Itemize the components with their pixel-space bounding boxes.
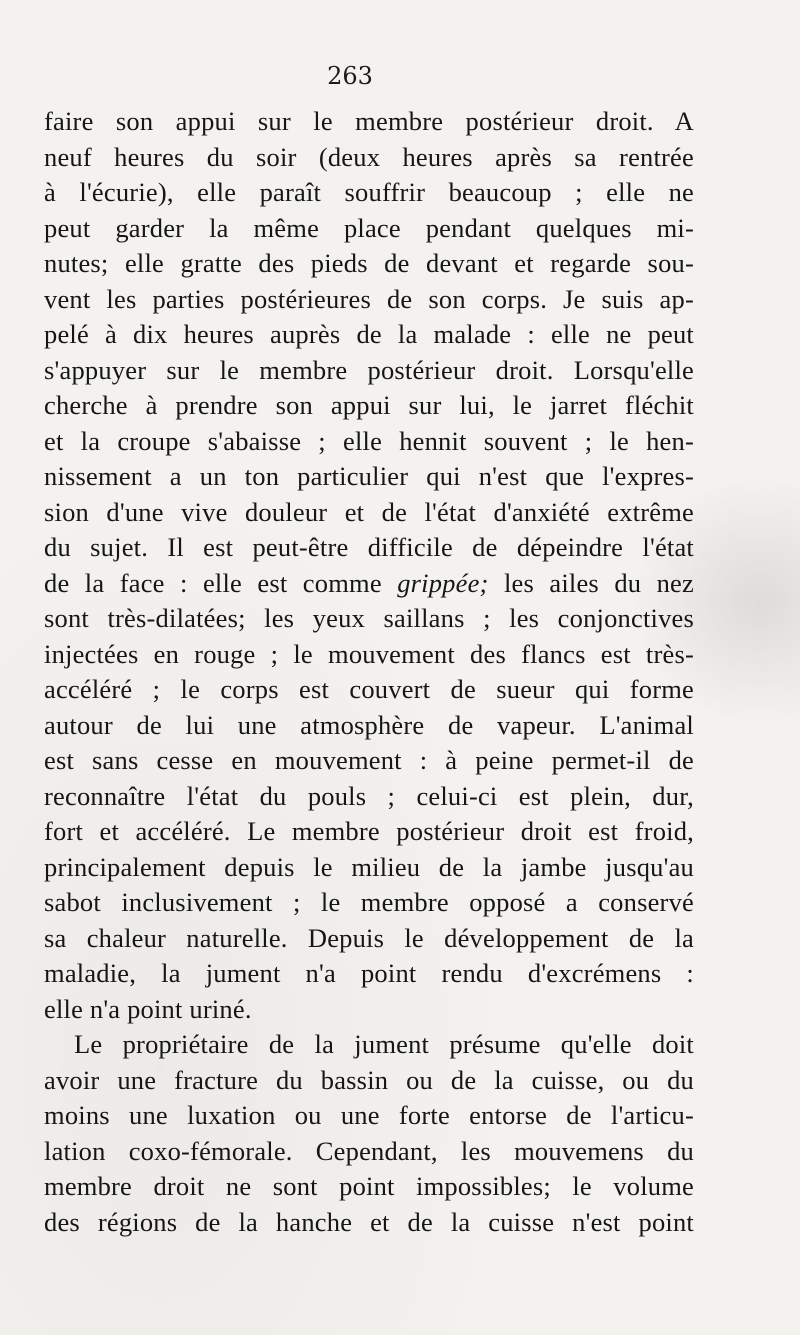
text-line: elle n'a point uriné. [44, 993, 252, 1024]
text-line: des régions de la hanche et de la cuisse n'est point [44, 1206, 694, 1237]
text-line: faire son appui sur le membre postérieur droit. A [44, 106, 694, 136]
text-line: à l'écurie), elle paraît souffrir beaucoup ; elle ne [44, 177, 694, 207]
text-line: pelé à dix heures auprès de la malade : elle ne peut [44, 319, 694, 349]
emphasized-word: grippée; [397, 567, 489, 598]
text-line: est sans cesse en mouvement : à peine permet-il de [44, 745, 694, 775]
text-line: sont très-dilatées; les yeux saillans ; les conjonctives [44, 603, 694, 633]
text-line: peut garder la même place pendant quelques mi- [44, 212, 694, 243]
text-line: sa chaleur naturelle. Depuis le développement de la [44, 922, 694, 953]
text-line: neuf heures du soir (deux heures après sa rentrée [44, 141, 694, 172]
page-number: 263 [327, 62, 373, 90]
text-line: lation coxo-fémorale. Cependant, les mouvemens du [44, 1135, 694, 1166]
text-line: maladie, la jument n'a point rendu d'excrémens : [44, 958, 694, 988]
text-line: fort et accéléré. Le membre postérieur droit est froid, [44, 816, 694, 846]
text-line: principalement depuis le milieu de la jambe jusqu'au [44, 851, 694, 882]
text-line: nissement a un ton particulier qui n'est que l'expres- [44, 461, 694, 491]
text-line: et la croupe s'abaisse ; elle hennit souvent ; le hen- [44, 425, 694, 456]
text-line: reconnaître l'état du pouls ; celui-ci est plein, dur, [44, 780, 694, 811]
text-line: moins une luxation ou une forte entorse de l'articu- [44, 1100, 694, 1130]
text-line: avoir une fracture du bassin ou de la cuisse, ou du [44, 1064, 694, 1095]
text-line: vent les parties postérieures de son corps. Je suis ap- [44, 283, 694, 314]
body-text [44, 104, 694, 1240]
text-line: cherche à prendre son appui sur lui, le jarret fléchit [44, 390, 694, 420]
text-line: Le propriétaire de la jument présume qu'elle doit [74, 1029, 694, 1059]
text-line: du sujet. Il est peut-être difficile de dépeindre l'état [44, 532, 694, 562]
text-line: sion d'une vive douleur et de l'état d'anxiété extrême [44, 496, 694, 527]
text-line: autour de lui une atmosphère de vapeur. L'animal [44, 709, 694, 740]
text-line: accéléré ; le corps est couvert de sueur qui forme [44, 674, 694, 704]
text-line: s'appuyer sur le membre postérieur droit. Lorsqu'elle [44, 354, 694, 385]
text-line: nutes; elle gratte des pieds de devant et regarde sou- [44, 248, 694, 278]
text-line: sabot inclusivement ; le membre opposé a conservé [44, 887, 694, 917]
text-line: de la face : elle est comme grippée; les ailes du nez [44, 567, 694, 598]
text-line: injectées en rouge ; le mouvement des flancs est très- [44, 638, 694, 669]
text-line: membre droit ne sont point impossibles; le volume [44, 1171, 694, 1201]
